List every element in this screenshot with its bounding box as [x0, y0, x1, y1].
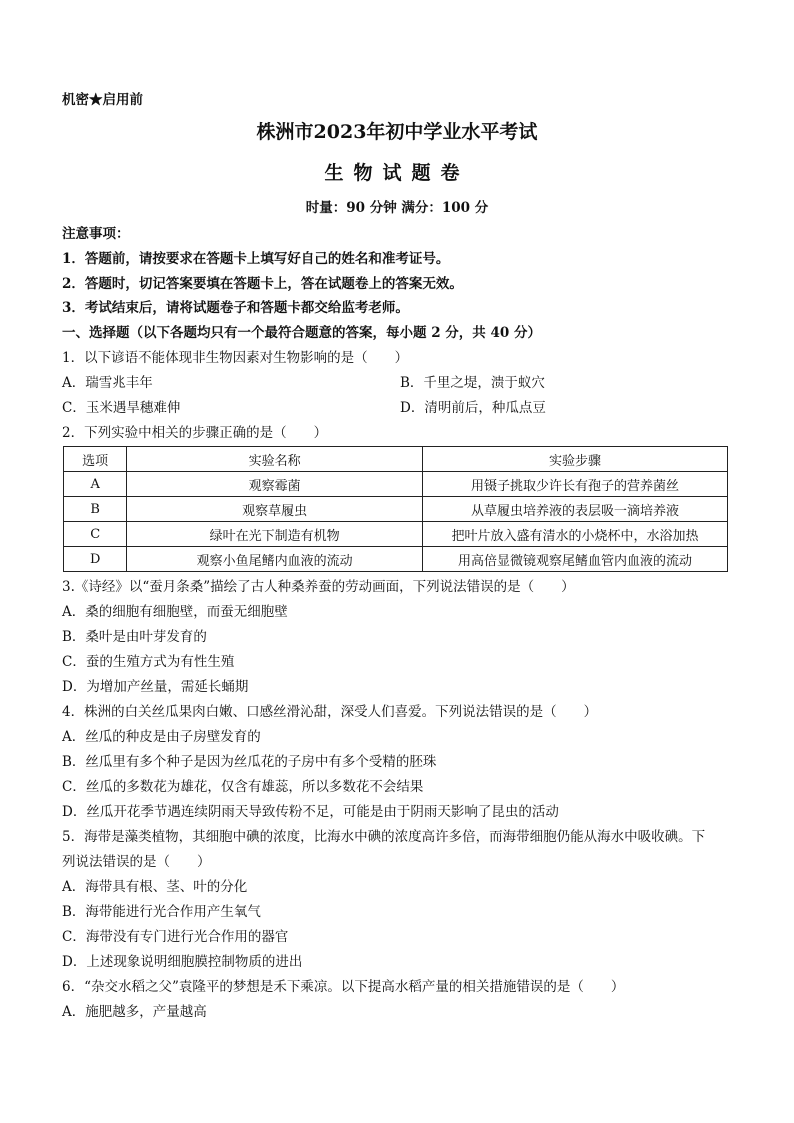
q6-option-a: A．施肥越多，产量越高 — [62, 1004, 207, 1020]
q3-option-d: D．为增加产丝量，需延长蛹期 — [62, 679, 249, 695]
table-cell: C — [64, 522, 127, 547]
table-cell: 观察草履虫 — [127, 497, 423, 522]
q1-option-a: A．瑞雪兆丰年 — [62, 375, 153, 391]
q1-option-b: B．千里之堤，溃于蚁穴 — [400, 375, 545, 391]
exam-meta: 时量：90 分钟 满分：100 分 — [305, 200, 489, 216]
q6-stem: 6．“杂交水稻之父”袁隆平的梦想是禾下乘凉。以下提高水稻产量的相关措施错误的是（ ） — [62, 979, 625, 995]
q3-stem: 3.《诗经》以“蚕月条桑”描绘了古人种桑养蚕的劳动画面，下列说法错误的是（ ） — [62, 579, 575, 595]
table-header-option: 选项 — [64, 447, 127, 472]
exam-title: 株洲市2023年初中学业水平考试 — [256, 121, 538, 143]
q5-stem-line2: 列说法错误的是（ ） — [62, 854, 211, 870]
q5-option-a: A．海带具有根、茎、叶的分化 — [62, 879, 248, 895]
table-cell: 把叶片放入盛有清水的小烧杯中，水浴加热 — [422, 522, 727, 547]
q5-stem-line1: 5．海带是藻类植物，其细胞中碘的浓度，比海水中碘的浓度高许多倍，而海带细胞仍能从海水中吸收碘。下 — [62, 829, 706, 845]
table-cell: 从草履虫培养液的表层吸一滴培养液 — [422, 497, 727, 522]
q1-option-c: C．玉米遇旱穗难伸 — [62, 400, 181, 416]
notice-item-3: 3．考试结束后，请将试题卷子和答题卡都交给监考老师。 — [62, 300, 409, 316]
table-cell: 用镊子挑取少许长有孢子的营养菌丝 — [422, 472, 727, 497]
table-cell: 绿叶在光下制造有机物 — [127, 522, 423, 547]
table-row — [64, 497, 728, 522]
q4-option-a: A．丝瓜的种皮是由子房壁发育的 — [62, 729, 261, 745]
q4-stem: 4．株洲的白关丝瓜果肉白嫩、口感丝滑沁甜，深受人们喜爱。下列说法错误的是（ ） — [62, 704, 598, 720]
experiment-table — [63, 446, 728, 572]
table-cell: B — [64, 497, 127, 522]
notice-item-1: 1．答题前，请按要求在答题卡上填写好自己的姓名和准考证号。 — [62, 251, 450, 267]
table-row — [64, 472, 728, 497]
q5-option-c: C．海带没有专门进行光合作用的器官 — [62, 929, 289, 945]
q3-option-a: A．桑的细胞有细胞壁，而蚕无细胞壁 — [62, 604, 288, 620]
table-header-name: 实验名称 — [127, 447, 423, 472]
notice-item-2: 2．答题时，切记答案要填在答题卡上，答在试题卷上的答案无效。 — [62, 276, 463, 292]
table-cell: A — [64, 472, 127, 497]
confidential-label: 机密★启用前 — [62, 92, 143, 108]
table-header-row — [64, 447, 728, 472]
table-cell: 观察霉菌 — [127, 472, 423, 497]
section-heading: 一、选择题（以下各题均只有一个最符合题意的答案，每小题 2 分，共 40 分） — [62, 325, 541, 341]
exam-subtitle: 生物试题卷 — [324, 162, 470, 184]
q4-option-c: C．丝瓜的多数花为雄花，仅含有雄蕊，所以多数花不会结果 — [62, 779, 424, 795]
notice-heading: 注意事项： — [62, 226, 130, 242]
q4-option-b: B．丝瓜里有多个种子是因为丝瓜花的子房中有多个受精的胚珠 — [62, 754, 437, 770]
q2-stem: 2．下列实验中相关的步骤正确的是（ ） — [62, 425, 328, 441]
table-header-step: 实验步骤 — [422, 447, 727, 472]
q1-stem: 1．以下谚语不能体现非生物因素对生物影响的是（ ） — [62, 350, 409, 366]
table-cell: D — [64, 547, 127, 572]
q1-option-d: D．清明前后，种瓜点豆 — [400, 400, 546, 416]
q5-option-b: B．海带能进行光合作用产生氧气 — [62, 904, 261, 920]
table-row — [64, 547, 728, 572]
table-cell: 用高倍显微镜观察尾鳍血管内血液的流动 — [422, 547, 727, 572]
q4-option-d: D．丝瓜开花季节遇连续阴雨天导致传粉不足，可能是由于阴雨天影响了昆虫的活动 — [62, 804, 559, 820]
q5-option-d: D．上述现象说明细胞膜控制物质的进出 — [62, 954, 303, 970]
q3-option-b: B．桑叶是由叶芽发育的 — [62, 629, 207, 645]
q3-option-c: C．蚕的生殖方式为有性生殖 — [62, 654, 235, 670]
table-cell: 观察小鱼尾鳍内血液的流动 — [127, 547, 423, 572]
table-row — [64, 522, 728, 547]
